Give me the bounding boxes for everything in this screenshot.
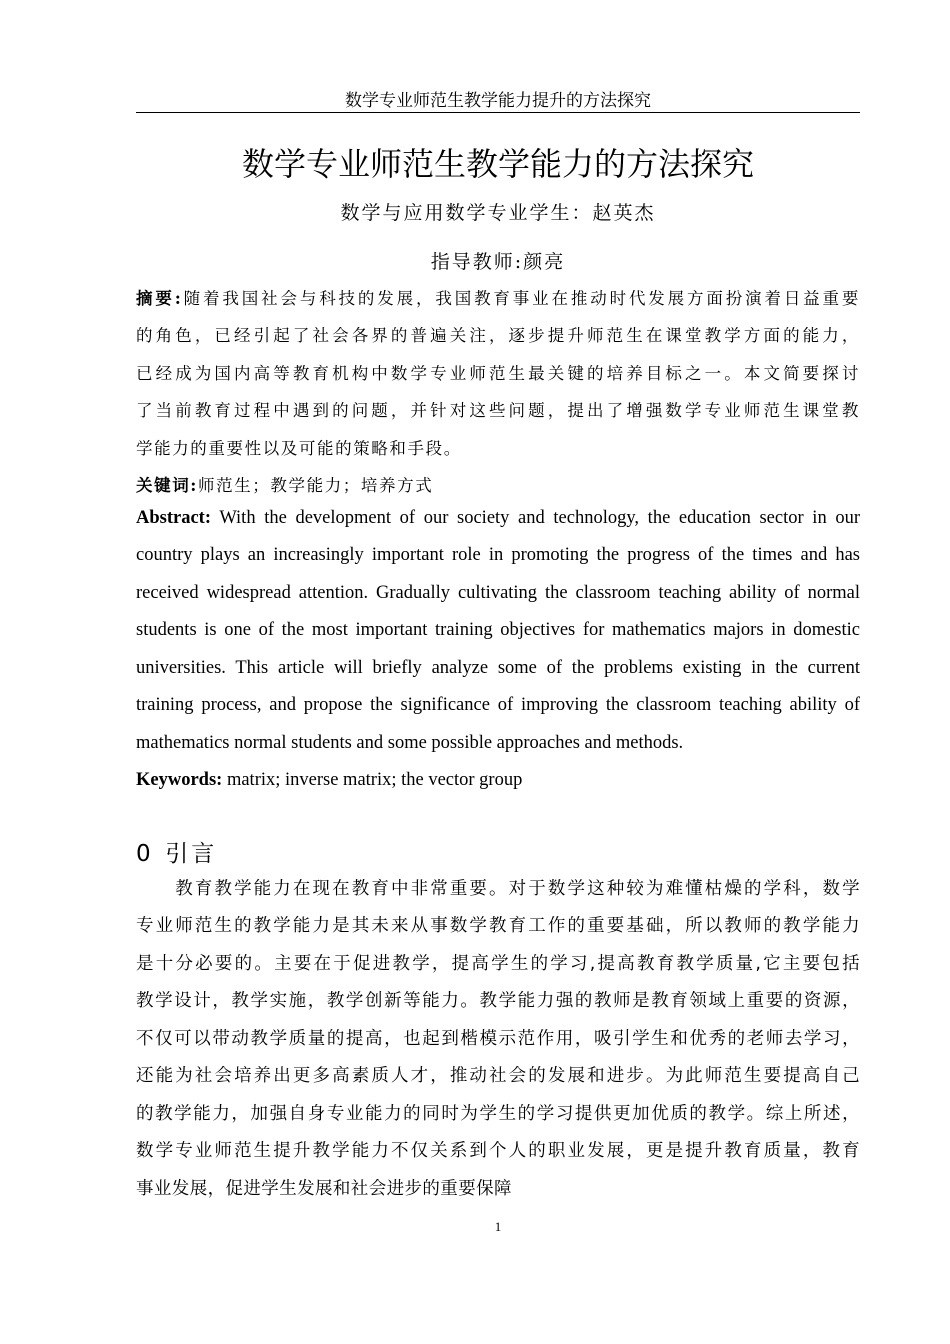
keywords-en — [136, 762, 860, 799]
intro-line: 教学设计，教学实施，教学创新等能力。教学能力强的教师是教育领域上重要的资源， — [136, 991, 860, 1012]
abstract-cn-line: 已经成为国内高等教育机构中数学专业师范生最关键的培养目标之一。本文简要探讨 — [136, 363, 860, 383]
abstract-cn-line: 学能力的重要性以及可能的策略和手段。 — [136, 438, 462, 458]
keywords-cn — [136, 467, 860, 504]
author-line: 数学与应用数学专业学生：赵英杰 — [340, 202, 656, 224]
keywords-en-label: Keywords: — [136, 770, 223, 791]
page-title: 数学专业师范生教学能力的方法探究 — [241, 145, 754, 183]
keywords-cn-text: 师范生；教学能力；培养方式 — [198, 476, 434, 496]
intro-line: 还能为社会培养出更多高素质人才，推动社会的发展和进步。为此师范生要提高自己 — [136, 1066, 860, 1087]
section-title: 引言 — [165, 841, 218, 867]
intro-line: 事业发展，促进学生发展和社会进步的重要保障 — [136, 1178, 512, 1199]
abstract-cn-label: 摘要: — [136, 289, 183, 308]
page-number: 1 — [494, 1219, 502, 1234]
abstract-cn — [136, 280, 860, 505]
intro-line: 是十分必要的。主要在于促进教学，提高学生的学习,提高教育教学质量,它主要包括 — [136, 953, 860, 974]
abstract-en-line: training process, and propose the significance of improving the classroom teaching ability of — [136, 695, 860, 716]
abstract-en-label: Abstract: — [136, 508, 212, 528]
abstract-en-line: students is one of the most important training objectives for mathematics majors in domestic — [136, 620, 860, 641]
running-header: 数学专业师范生教学能力提升的方法探究 — [136, 90, 860, 113]
intro-line: 教育教学能力在现在教育中非常重要。对于数学这种较为难懂枯燥的学科，数学 — [136, 879, 860, 899]
intro-line: 的教学能力，加强自身专业能力的同时为学生的学习提供更加优质的教学。综上所述， — [136, 1103, 860, 1124]
section-heading — [136, 838, 217, 870]
abstract-en-line: country plays an increasingly important role in promoting the progress of the times and has — [136, 545, 860, 566]
keywords-en-text: matrix; inverse matrix; the vector group — [222, 770, 523, 791]
abstract-en-line: received widespread attention. Gradually cultivating the classroom teaching ability of normal — [136, 582, 860, 603]
intro-line: 不仅可以带动教学质量的提高，也起到楷模示范作用，吸引学生和优秀的老师去学习， — [136, 1028, 860, 1049]
abstract-en-line: universities. This article will briefly analyze some of the problems existing in the current — [136, 657, 860, 678]
keywords-cn-label: 关键词: — [136, 476, 198, 496]
intro-line: 数学专业师范生提升教学能力不仅关系到个人的职业发展，更是提升教育质量，教育 — [136, 1141, 860, 1162]
abstract-en-line: mathematics normal students and some possible approaches and methods. — [136, 732, 684, 753]
abstract-cn-line: 随着我国社会与科技的发展，我国教育事业在推动时代发展方面扮演着日益重要 — [182, 289, 860, 308]
abstract-en — [136, 500, 860, 800]
intro-paragraph — [136, 871, 860, 1208]
section-number: 0 — [136, 841, 151, 867]
abstract-en-line: With the development of our society and technology, the education sector in our — [211, 508, 860, 528]
advisor-line: 指导教师:颜亮 — [430, 251, 566, 273]
intro-line: 专业师范生的教学能力是其未来从事数学教育工作的重要基础，所以教师的教学能力 — [136, 916, 860, 937]
abstract-cn-line: 的角色，已经引起了社会各界的普遍关注，逐步提升师范生在课堂教学方面的能力， — [136, 326, 860, 346]
abstract-cn-line: 了当前教育过程中遇到的问题，并针对这些问题，提出了增强数学专业师范生课堂教 — [136, 401, 860, 421]
